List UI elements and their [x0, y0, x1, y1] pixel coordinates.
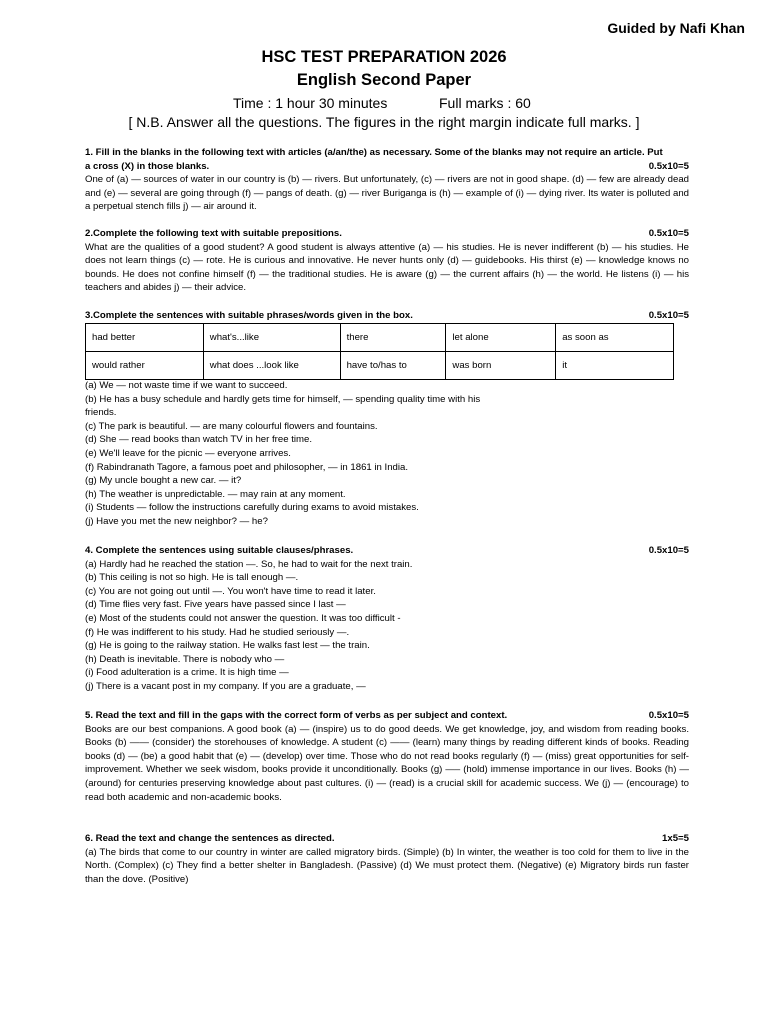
list-item: (d) She — read books than watch TV in her free time.: [85, 434, 312, 446]
question-3: [85, 309, 689, 323]
list-item: (d) Time flies very fast. Five years have passed since I last —: [85, 599, 346, 611]
list-item: (i) Students — follow the instructions carefully during exams to avoid mistakes.: [85, 502, 419, 514]
q1-text: One of (a) — sources of water in our country is (b) — rivers. But unfortunately, (c) — rivers are not in good shape. (d) — few are already dead and (e) — several are going through (f) — pangs of death. (g) — river Buriganga is (h) — example of (i) — dying river. Its water is polluted and a perpetual stench fills j) — air around it.: [85, 174, 689, 213]
phrase-box: [85, 323, 674, 380]
question-5: [85, 709, 689, 804]
question-4: [85, 544, 689, 694]
question-2: [85, 227, 689, 295]
q6-marks: 1x5=5: [662, 833, 689, 844]
list-item: (b) This ceiling is not so high. He is tall enough —.: [85, 572, 299, 584]
list-item: (j) There is a vacant post in my company. If you are a graduate, —: [85, 680, 366, 692]
phrase-box-cell: it: [556, 352, 674, 380]
list-item: (e) We'll leave for the picnic — everyone arrives.: [85, 447, 291, 459]
phrase-box-cell: there: [340, 324, 446, 352]
q3-marks: 0.5x10=5: [648, 310, 689, 321]
list-item: (e) Most of the students could not answer the question. It was too difficult -: [85, 612, 401, 624]
q1-heading-line-1: 1. Fill in the blanks in the following text with articles (a/an/the) as necessary. Some of the blanks may not require an article. Put: [85, 147, 663, 158]
nb-note: [ N.B. Answer all the questions. The figures in the right margin indicate full marks. ]: [128, 114, 640, 130]
list-item: friends.: [85, 407, 117, 419]
phrase-box-cell: what's...like: [203, 324, 340, 352]
q2-text: What are the qualities of a good student? A good student is always attentive (a) — his studies. He is never indifferent (b) — his studies. He does not learn things (c) — rote. He is curious and innovative. He never hunts only (d) — guidebooks. His thirst (e) — knowledge knows no bounds. He does not confine himself (f) — the traditional studies. He is aware (g) — the current affairs (h) — the world. He listens (i) — his teachers and abides j) — their advice.: [85, 241, 689, 294]
list-item: (a) We — not waste time if we want to succeed.: [85, 380, 288, 391]
q6-heading: 6. Read the text and change the sentences as directed.: [85, 833, 335, 844]
list-item: (g) He is going to the railway station. He walks fast lest — the train.: [85, 640, 370, 652]
list-item: (c) You are not going out until —. You won't have time to read it later.: [85, 585, 376, 597]
exam-full-marks: Full marks : 60: [439, 95, 531, 111]
phrase-box-cell: would rather: [86, 352, 204, 380]
q5-heading: 5. Read the text and fill in the gaps with the correct form of verbs as per subject and context.: [85, 710, 508, 721]
q4-heading: 4. Complete the sentences using suitable clauses/phrases.: [85, 545, 354, 556]
q4-heading-wrap: [85, 544, 689, 558]
q2-marks: 0.5x10=5: [648, 228, 689, 239]
list-item: (a) Hardly had he reached the station —. So, he had to wait for the next train.: [85, 558, 413, 570]
question-1: [85, 146, 689, 214]
phrase-box-cell: have to/has to: [340, 352, 446, 380]
q6-text: (a) The birds that come to our country in winter are called migratory birds. (Simple) (b) In winter, the weather is too cold for them to live in the North. (Complex) (c) They find a better shelter in Bangladesh. (Passive) (d) We must protect them. (Negative) (e) Migratory birds run faster than the dove. (Positive): [85, 846, 689, 885]
q3-heading: 3.Complete the sentences with suitable phrases/words given in the box.: [85, 310, 413, 321]
list-item: (h) Death is inevitable. There is nobody who —: [85, 653, 285, 665]
q2-heading-wrap: [85, 227, 689, 241]
q4-marks: 0.5x10=5: [648, 545, 689, 556]
q5-heading-wrap: [85, 709, 689, 723]
q2-heading: 2.Complete the following text with suitable prepositions.: [85, 228, 342, 239]
phrase-box-cell: what does ...look like: [203, 352, 340, 380]
list-item: (f) He was indifferent to his study. Had he studied seriously —.: [85, 626, 350, 638]
phrase-box-cell: had better: [86, 324, 204, 352]
list-item: (j) Have you met the new neighbor? — he?: [85, 515, 268, 527]
q5-marks: 0.5x10=5: [648, 710, 689, 721]
q5-text: Books are our best companions. A good book (a) — (inspire) us to do good deeds. We get knowledge, joy, and wisdom from reading books. Books (b) —— (consider) the storehouses of knowledge. A student (c) —— (learn) many things by reading different kinds of books. Reading books (d) — (be) a good habit that (e) — (develop) over time. Those who do not read books regularly (f) — (miss) great opportunities for self-improvement. Whether we seek wisdom, books provide it unconditionally. Books (g) —– (hold) immense importance in our lives. Books (h) — (around) for centuries preserving knowledge about past cultures. (i) — (read) is a crucial skill for academic success. We (j) — (encourage) to read both academic and non-academic books.: [85, 723, 689, 803]
phrase-box-row: [86, 352, 674, 380]
q1-heading-line-2: a cross (X) in those blanks.: [85, 160, 210, 172]
q6-heading-wrap: [85, 832, 689, 846]
q3-items: [85, 379, 689, 529]
phrase-box-cell: as soon as: [556, 324, 674, 352]
list-item: (g) My uncle bought a new car. — it?: [85, 475, 242, 487]
phrase-box-cell: was born: [446, 352, 556, 380]
q1-marks: 0.5x10=5: [648, 160, 689, 172]
list-item: (f) Rabindranath Tagore, a famous poet and philosopher, — in 1861 in India.: [85, 461, 409, 473]
guided-by: Guided by Nafi Khan: [607, 20, 745, 36]
phrase-box-cell: let alone: [446, 324, 556, 352]
q1-heading-line-2-wrap: [85, 160, 689, 174]
exam-time: Time : 1 hour 30 minutes: [233, 95, 388, 111]
list-item: (c) The park is beautiful. — are many colourful flowers and fountains.: [85, 420, 378, 432]
list-item: (i) Food adulteration is a crime. It is high time —: [85, 667, 289, 679]
exam-subtitle: English Second Paper: [296, 71, 472, 89]
exam-title: HSC TEST PREPARATION 2026: [261, 48, 507, 66]
q1-heading: [85, 146, 689, 173]
phrase-box-row: [86, 324, 674, 352]
list-item: (b) He has a busy schedule and hardly gets time for himself, — spending quality time with his: [85, 393, 481, 405]
list-item: (h) The weather is unpredictable. — may rain at any moment.: [85, 488, 346, 500]
question-6: [85, 832, 689, 886]
q3-heading-wrap: [85, 309, 689, 323]
